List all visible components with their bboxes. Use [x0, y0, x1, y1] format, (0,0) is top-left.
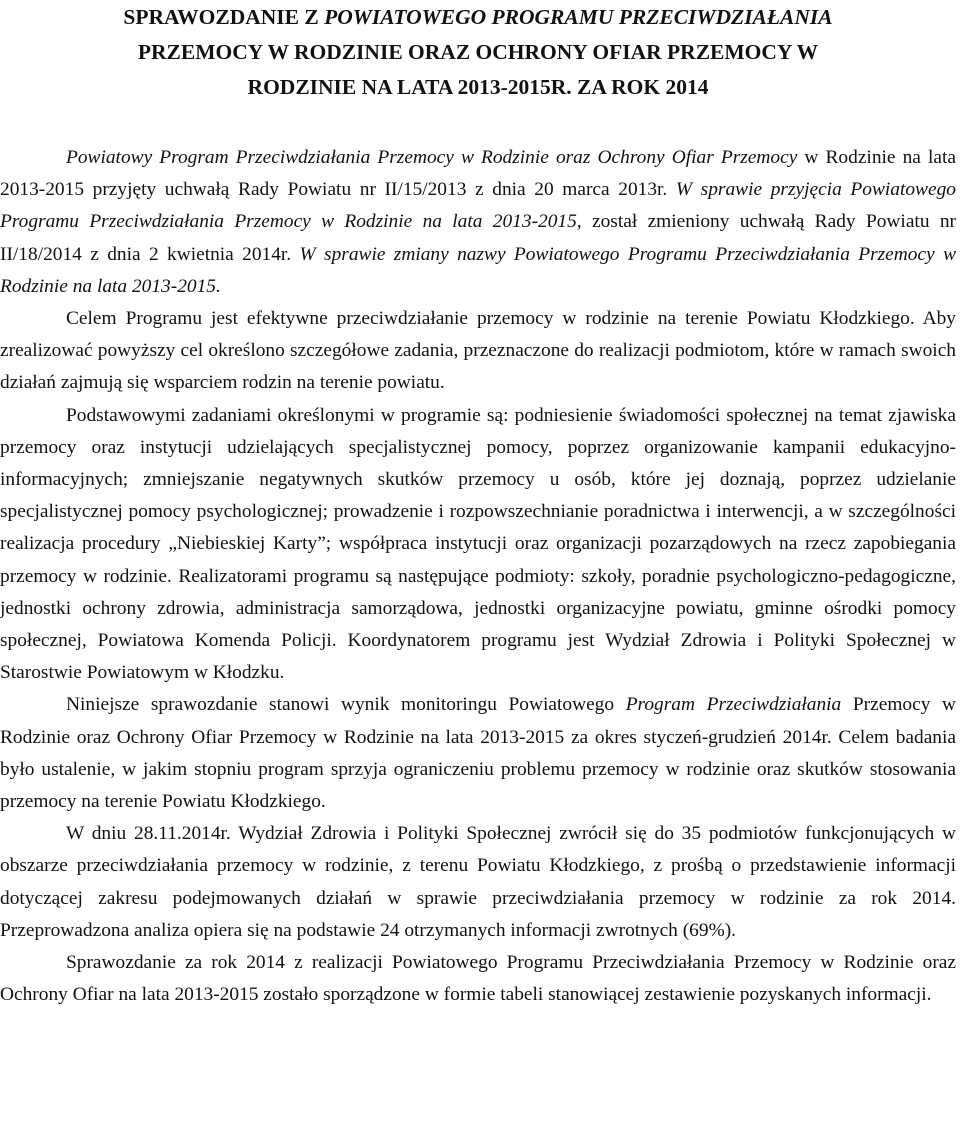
paragraph-program-goal: Celem Programu jest efektywne przeciwdziałanie przemocy w rodzinie na terenie Powiatu Kłodzkiego. Aby zrealizować powyższy cel określono szczegółowe zadania, przeznaczone do realizacji podmiotom, które w ramach swoich działań zajmują się wsparciem rodzin na terenie powiatu. — [0, 308, 956, 394]
monitoring-program-italic: Program Przeciwdziałania — [625, 694, 842, 716]
program-name-italic: Powiatowy Program Przeciwdziałania Przemocy w Rodzinie oraz Ochrony Ofiar Przemocy — [66, 147, 798, 168]
title-line-1-start: SPRAWOZDANIE Z — [123, 5, 325, 29]
title-line-2: PRZEMOCY W RODZINIE ORAZ OCHRONY OFIAR PRZEMOCY W — [137, 40, 819, 64]
title-line-1 — [0, 0, 956, 35]
resolution-title-italic: W sprawie przyjęcia Powiatowego Programu Przeciwdziałania Przemocy w Rodzinie na lata 2013-2015, — [0, 179, 956, 233]
adoption-text: w Rodzinie na lata 2013-2015 przyjęty uchwałą Rady Powiatu nr II/15/2013 z dnia 20 marca 2013r. — [0, 147, 956, 201]
title-line-3: RODZINIE NA LATA 2013-2015R. ZA ROK 2014 — [247, 75, 709, 99]
monitoring-text-start: Niniejsze sprawozdanie stanowi wynik monitoringu Powiatowego — [66, 694, 626, 716]
paragraph-basic-tasks: Podstawowymi zadaniami określonymi w programie są: podniesienie świadomości społecznej na temat zjawiska przemocy oraz instytucji udzielających specjalistycznej pomocy, poprzez organizowanie kampanii edukacyjno-informacyjnych; zmniejszanie negatywnych skutków przemocy u osób, które jej doznają, poprzez udzielanie specjalistycznej pomocy psychologicznej; prowadzenie i rozpowszechnianie poradnictwa i interwencji, a w szczególności realizacja procedury „Niebieskiej Karty”; współpraca instytucji oraz organizacji pozarządowych na rzecz zapobiegania przemocy w rodzinie. Realizatorami programu są następujące podmioty: szkoły, poradnie psychologiczno-pedagogiczne, jednostki ochrony zdrowia, administracja samorządowa, jednostki organizacyjne powiatu, gminne ośrodki pomocy społecznej, Powiatowa Komenda Policji. Koordynatorem programu jest Wydział Zdrowia i Polityki Społecznej w Starostwie Powiatowym w Kłodzku. — [0, 404, 956, 684]
title-line-1-italic: POWIATOWEGO PROGRAMU PRZECIWDZIAŁANIA — [324, 5, 833, 29]
paragraph-survey: W dniu 28.11.2014r. Wydział Zdrowia i Polityki Społecznej zwrócił się do 35 podmiotów funkcjonujących w obszarze przeciwdziałania przemocy w rodzinie, z terenu Powiatu Kłodzkiego, z prośbą o przedstawienie informacji dotyczącej zakresu podejmowanych działań w sprawie przeciwdziałania przemocy w rodzinie za rok 2014. Przeprowadzona analiza opiera się na podstawie 24 otrzymanych informacji zwrotnych (69%). — [0, 823, 956, 941]
monitoring-text-end: Przemocy w Rodzinie oraz Ochrony Ofiar Przemocy w Rodzinie na lata 2013-2015 za okres styczeń-grudzień 2014r. Celem badania było ustalenie, w jakim stopniu program sprzyja ograniczeniu problemu przemocy w rodzinie oraz skutków stosowania przemocy na terenie Powiatu Kłodzkiego. — [0, 694, 957, 813]
amendment-title-italic: W sprawie zmiany nazwy Powiatowego Programu Przeciwdziałania Przemocy w Rodzinie na lata 2013-2015. — [0, 243, 956, 297]
document-body — [0, 142, 956, 1011]
document-title — [0, 0, 956, 105]
paragraph-report-form: Sprawozdanie za rok 2014 z realizacji Powiatowego Programu Przeciwdziałania Przemocy w Rodzinie oraz Ochrony Ofiar na lata 2013-2015 zostało sporządzone w formie tabeli stanowiącej zestawienie pozyskanych informacji. — [0, 952, 956, 1006]
amendment-text: został zmieniony uchwałą Rady Powiatu nr II/18/2014 z dnia 2 kwietnia 2014r. — [0, 211, 956, 265]
paragraph-monitoring — [0, 689, 956, 818]
paragraph-program-adoption — [0, 142, 956, 303]
